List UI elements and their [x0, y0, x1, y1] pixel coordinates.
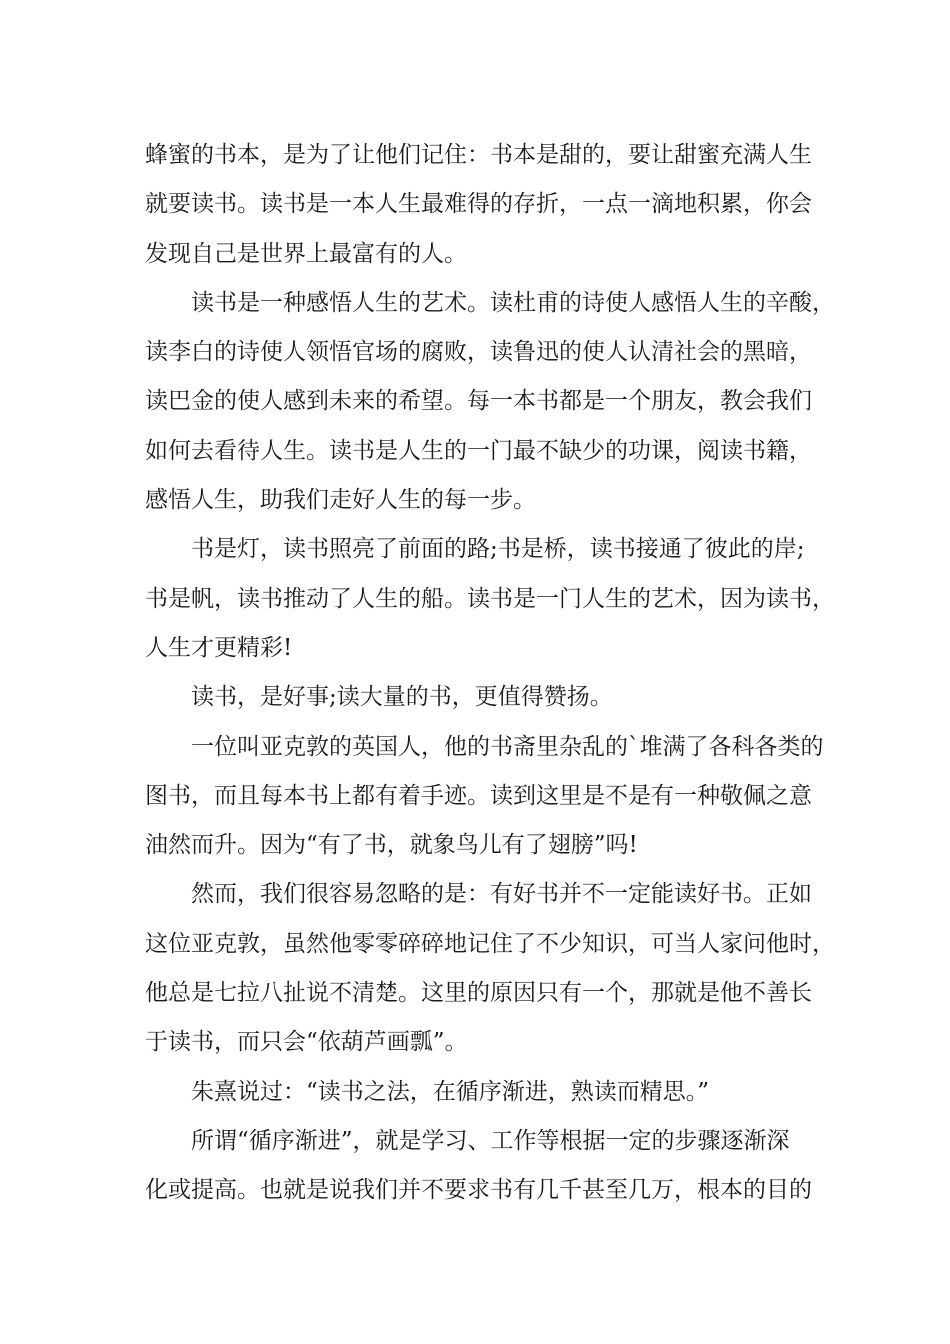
text-line-1: 蜂蜜的书本，是为了让他们记住：书本是甜的，要让甜蜜充满人生 [145, 142, 812, 168]
text-line-3: 发现自己是世界上最富有的人。 [145, 240, 467, 267]
text-line-6: 读巴金的使人感到未来的希望。每一本书都是一个朋友，教会我们 [145, 388, 812, 415]
text-line-13: 一位叫亚克敦的英国人，他的书斋里杂乱的`堆满了各科各类的 [191, 733, 824, 760]
text-line-14: 图书，而且每本书上都有着手迹。读到这里是不是有一种敬佩之意 [145, 782, 812, 809]
text-line-11: 人生才更精彩! [145, 634, 293, 661]
text-line-20: 朱熹说过：“读书之法，在循序渐进，熟读而精思。” [191, 1078, 710, 1105]
text-line-16: 然而，我们很容易忽略的是：有好书并不一定能读好书。正如 [191, 881, 812, 908]
text-line-5: 读李白的诗使人领悟官场的腐败，读鲁迅的使人认清社会的黑暗， [145, 339, 812, 366]
text-line-2: 就要读书。读书是一本人生最难得的存折，一点一滴地积累，你会 [145, 191, 812, 218]
text-line-12: 读书，是好事;读大量的书，更值得赞扬。 [191, 684, 613, 711]
text-line-22: 化或提高。也就是说我们并不要求书有几千甚至几万，根本的目的 [145, 1177, 812, 1204]
text-line-8: 感悟人生，助我们走好人生的每一步。 [145, 487, 536, 514]
text-line-7: 如何去看待人生。读书是人生的一门最不缺少的功课，阅读书籍， [145, 437, 812, 464]
text-line-17: 这位亚克敦，虽然他零零碎碎地记住了不少知识，可当人家问他时， [145, 930, 835, 957]
text-line-4: 读书是一种感悟人生的艺术。读杜甫的诗使人感悟人生的辛酸， [191, 289, 835, 316]
document-body [145, 131, 835, 1216]
text-line-9: 书是灯，读书照亮了前面的路;书是桥，读书接通了彼此的岸; [191, 536, 805, 563]
text-line-21: 所谓“循序渐进”，就是学习、工作等根据一定的步骤逐渐深 [191, 1127, 790, 1154]
text-line-15: 油然而升。因为“有了书，就象鸟儿有了翅膀”吗! [145, 832, 638, 859]
text-line-10: 书是帆，读书推动了人生的船。读书是一门人生的艺术，因为读书， [145, 585, 835, 612]
text-line-19: 于读书，而只会“依葫芦画瓢”。 [145, 1029, 468, 1056]
text-line-18: 他总是七拉八扯说不清楚。这里的原因只有一个，那就是他不善长 [145, 980, 812, 1007]
